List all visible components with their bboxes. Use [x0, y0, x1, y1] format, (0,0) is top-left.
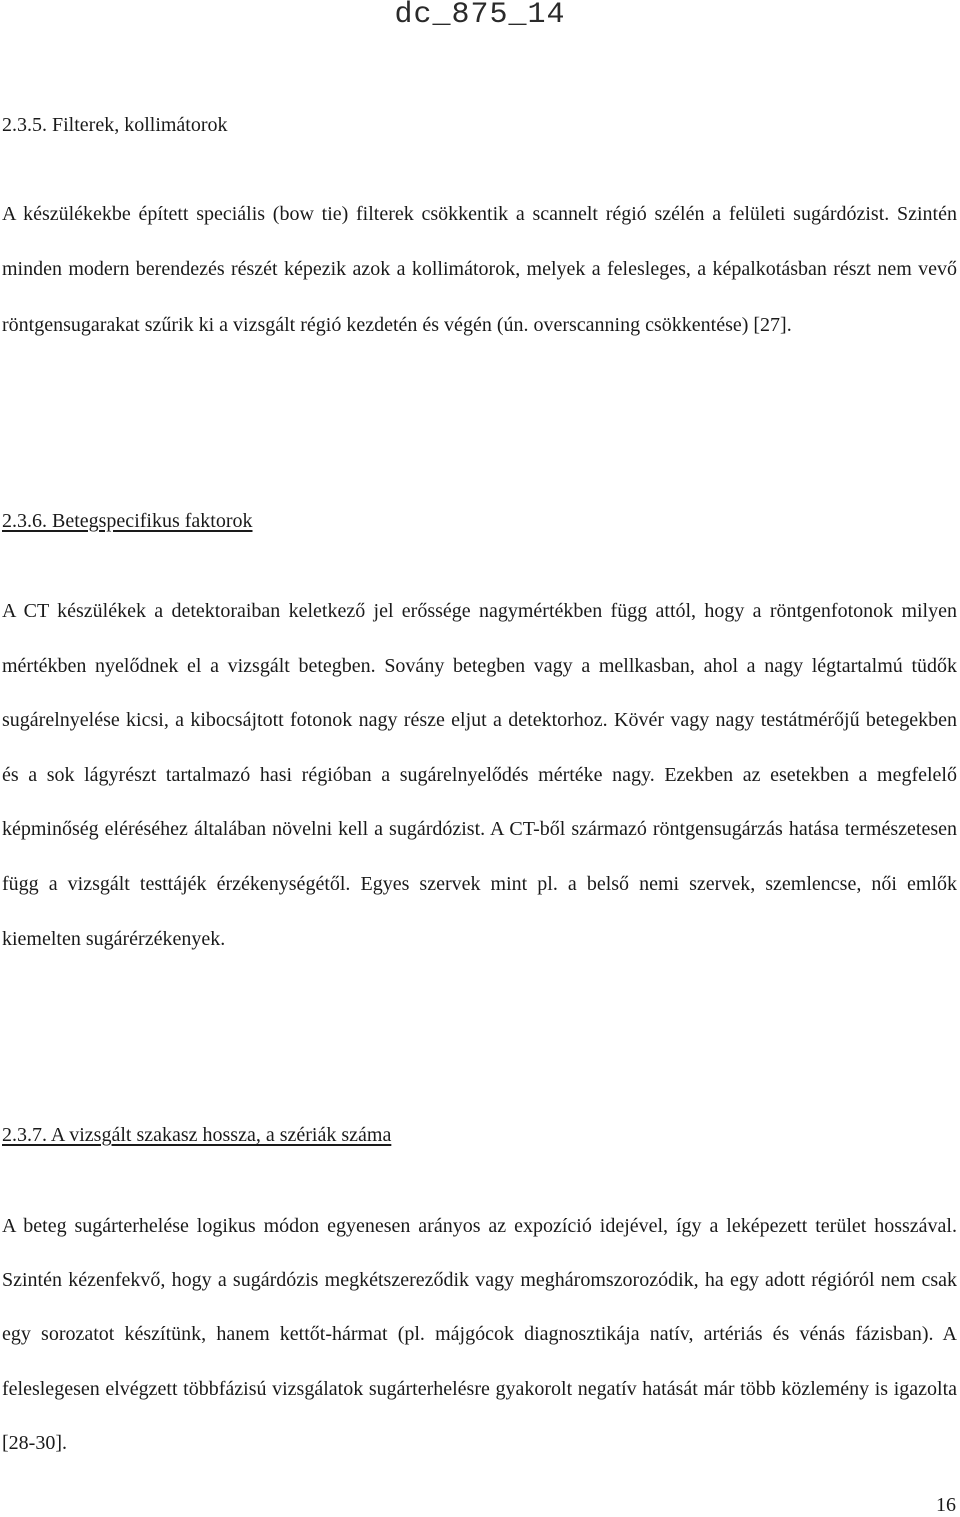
section-paragraph-scan-length: A beteg sugárterhelése logikus módon egyenesen arányos az expozíció idejével, így a leképezett terület hosszával. Szintén kézenfekvő, hogy a sugárdózis megkétszereződik vagy megháromszorozódik, ha egy adott régióról nem csak egy sorozatot készítünk, hanem kettőt-hármat (pl. májgócok diagnosztikája natív, artériás és vénás fázisban). A feleslegesen elvégzett többfázisú vizsgálatok sugárterhelésre gyakorolt negatív hatását már több közlemény is igazolta [28-30]. — [2, 1215, 957, 1454]
section-heading-patient-factors: 2.3.6. Betegspecifikus faktorok — [2, 510, 253, 532]
page-number: 16 — [936, 1494, 956, 1516]
section-paragraph-patient-factors: A CT készülékek a detektoraiban keletkező jel erőssége nagymértékben függ attól, hogy a röntgenfotonok milyen mértékben nyelődnek el a vizsgált betegben. Sovány betegben vagy a mellkasban, ahol a nagy légtartalmú tüdők sugárelnyelése kicsi, a kibocsájtott fotonok nagy része eljut a detektorhoz. Kövér vagy nagy testátmérőjű betegekben és a sok lágyrészt tartalmazó hasi régióban a sugárelnyelődés mértéke nagy. Ezekben az esetekben a megfelelő képminőség eléréséhez általában növelni kell a sugárdózist. A CT-ből származó röntgensugárzás hatása természetesen függ a vizsgált testtájék érzékenységétől. Egyes szervek mint pl. a belső nemi szervek, szemlencse, női emlők kiemelten sugárérzékenyek. — [2, 600, 957, 950]
section-heading-filters: 2.3.5. Filterek, kollimátorok — [2, 114, 228, 136]
section-paragraph-filters: A készülékekbe épített speciális (bow tie) filterek csökkentik a scannelt régió szélén a felületi sugárdózist. Szintén minden modern berendezés részét képezik azok a kollimátorok, melyek a felesleges, a képalkotásban részt nem vevő röntgensugarakat szűrik ki a vizsgált régió kezdetén és végén (ún. overscanning csökkentése) [27]. — [2, 203, 957, 336]
document-id-header: dc_875_14 — [394, 0, 566, 32]
section-heading-scan-length: 2.3.7. A vizsgált szakasz hossza, a szériák száma — [2, 1124, 392, 1146]
